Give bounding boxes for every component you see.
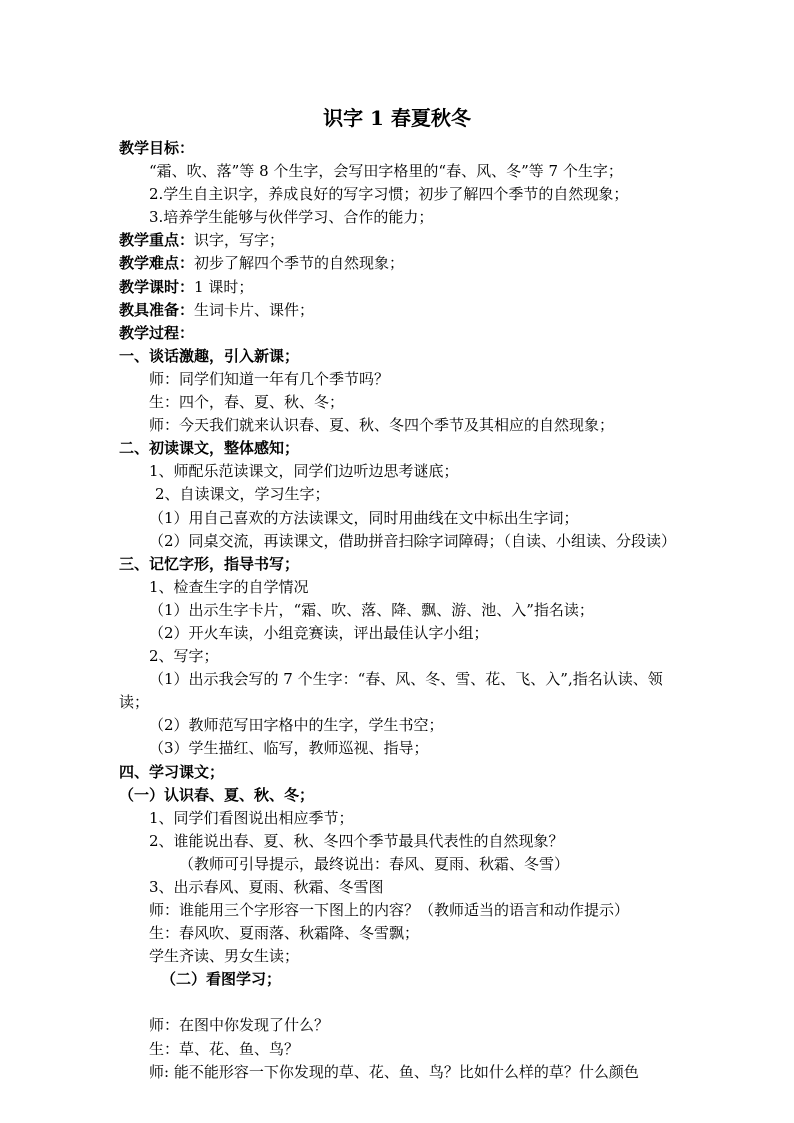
subsection2-line: 生：草、花、鱼、鸟？: [149, 1039, 300, 1058]
subsection2-heading: （二）看图学习；: [161, 970, 282, 989]
difficulty-label: 教学难点：: [119, 254, 195, 273]
subsection1-line: 师：谁能用三个字形容一下图上的内容？（教师适当的语言和动作提示）: [149, 901, 630, 920]
objective-item: 3.培养学生能够与伙伴学习、合作的能力；: [149, 208, 434, 227]
subsection1-line: （教师可引导提示，最终说出：春风、夏雨、秋霜、冬雪）: [179, 854, 570, 873]
section1-line: 师：同学们知道一年有几个季节吗？: [149, 369, 390, 388]
subsection2-line: 师: 能不能形容一下你发现的草、花、鱼、鸟？比如什么样的草？什么颜色: [149, 1062, 639, 1081]
key-points-label: 教学重点：: [119, 231, 195, 250]
difficulty-value: 初步了解四个季节的自然现象；: [194, 254, 405, 273]
materials-value: 生词卡片、课件；: [194, 300, 315, 319]
section2-line: 2、自读课文，学习生字；: [155, 485, 330, 504]
subsection1-line: 2、谁能说出春、夏、秋、冬四个季节最具代表性的自然现象？: [149, 831, 564, 850]
class-hours-value: 1 课时；: [194, 277, 254, 296]
section3-line: 1、检查生字的自学情况: [149, 577, 309, 596]
subsection1-heading: （一）认识春、夏、秋、冬；: [119, 785, 315, 804]
section3-line: （1）出示生字卡片，“霜、吹、落、降、飘、游、池、入”指名读；: [149, 600, 594, 619]
class-hours-row: [119, 276, 681, 299]
materials-row: [119, 299, 681, 322]
section2-line: （2）同桌交流，再读课文，借助拼音扫除字词障碍；（自读、小组读、分段读）: [149, 531, 677, 550]
section3-heading: 三、记忆字形，指导书写；: [119, 554, 300, 573]
materials-label: 教具准备：: [119, 300, 195, 319]
key-points-row: [119, 229, 681, 252]
objective-item: “霜、吹、落”等 8 个生字，会写田字格里的“春、风、冬”等 7 个生字；: [149, 162, 623, 181]
section1-heading: 一、谈话激趣，引入新课；: [119, 346, 300, 365]
document-body: [119, 137, 681, 1084]
section3-line: 2、写字；: [149, 647, 219, 666]
section2-line: 1、师配乐范读课文，同学们边听边思考谜底；: [149, 462, 459, 481]
section2-heading: 二、初读课文，整体感知；: [119, 439, 300, 458]
section3-line: （1）出示我会写的 7 个生字：“春、风、冬、雪、花、飞、入”,指名认读、领读；: [119, 670, 663, 712]
subsection2-line: 师：在图中你发现了什么？: [149, 1016, 330, 1035]
section1-line: 师：今天我们就来认识春、夏、秋、冬四个季节及其相应的自然现象；: [149, 416, 615, 435]
section3-line: （2）教师范写田字格中的生字，学生书空；: [149, 716, 444, 735]
key-points-value: 识字，写字；: [194, 231, 285, 250]
section1-line: 生：四个，春、夏、秋、冬；: [149, 393, 345, 412]
difficulty-row: [119, 252, 681, 275]
subsection1-line: 生：春风吹、夏雨落、秋霜降、冬雪飘；: [149, 924, 420, 943]
blank-line: [119, 991, 681, 1014]
objectives-heading: 教学目标：: [119, 139, 195, 157]
subsection1-line: 1、同学们看图说出相应季节；: [149, 808, 354, 827]
subsection1-line: 学生齐读、男女生读；: [149, 947, 300, 966]
objective-item: 2.学生自主识字，养成良好的写字习惯；初步了解四个季节的自然现象；: [149, 185, 629, 204]
process-heading: 教学过程：: [119, 323, 195, 342]
section2-line: （1）用自己喜欢的方法读课文，同时用曲线在文中标出生字词；: [149, 508, 579, 527]
section4-heading: 四、学习课文；: [119, 762, 225, 781]
page-title: 识字 1 春夏秋冬: [323, 106, 471, 130]
subsection1-line: 3、出示春风、夏雨、秋霜、冬雪图: [149, 878, 384, 896]
section3-line: （2）开火车读，小组竞赛读，评出最佳认字小组；: [149, 623, 489, 642]
section3-line: （3）学生描红、临写，教师巡视、指导；: [149, 739, 429, 758]
class-hours-label: 教学课时：: [119, 277, 195, 296]
